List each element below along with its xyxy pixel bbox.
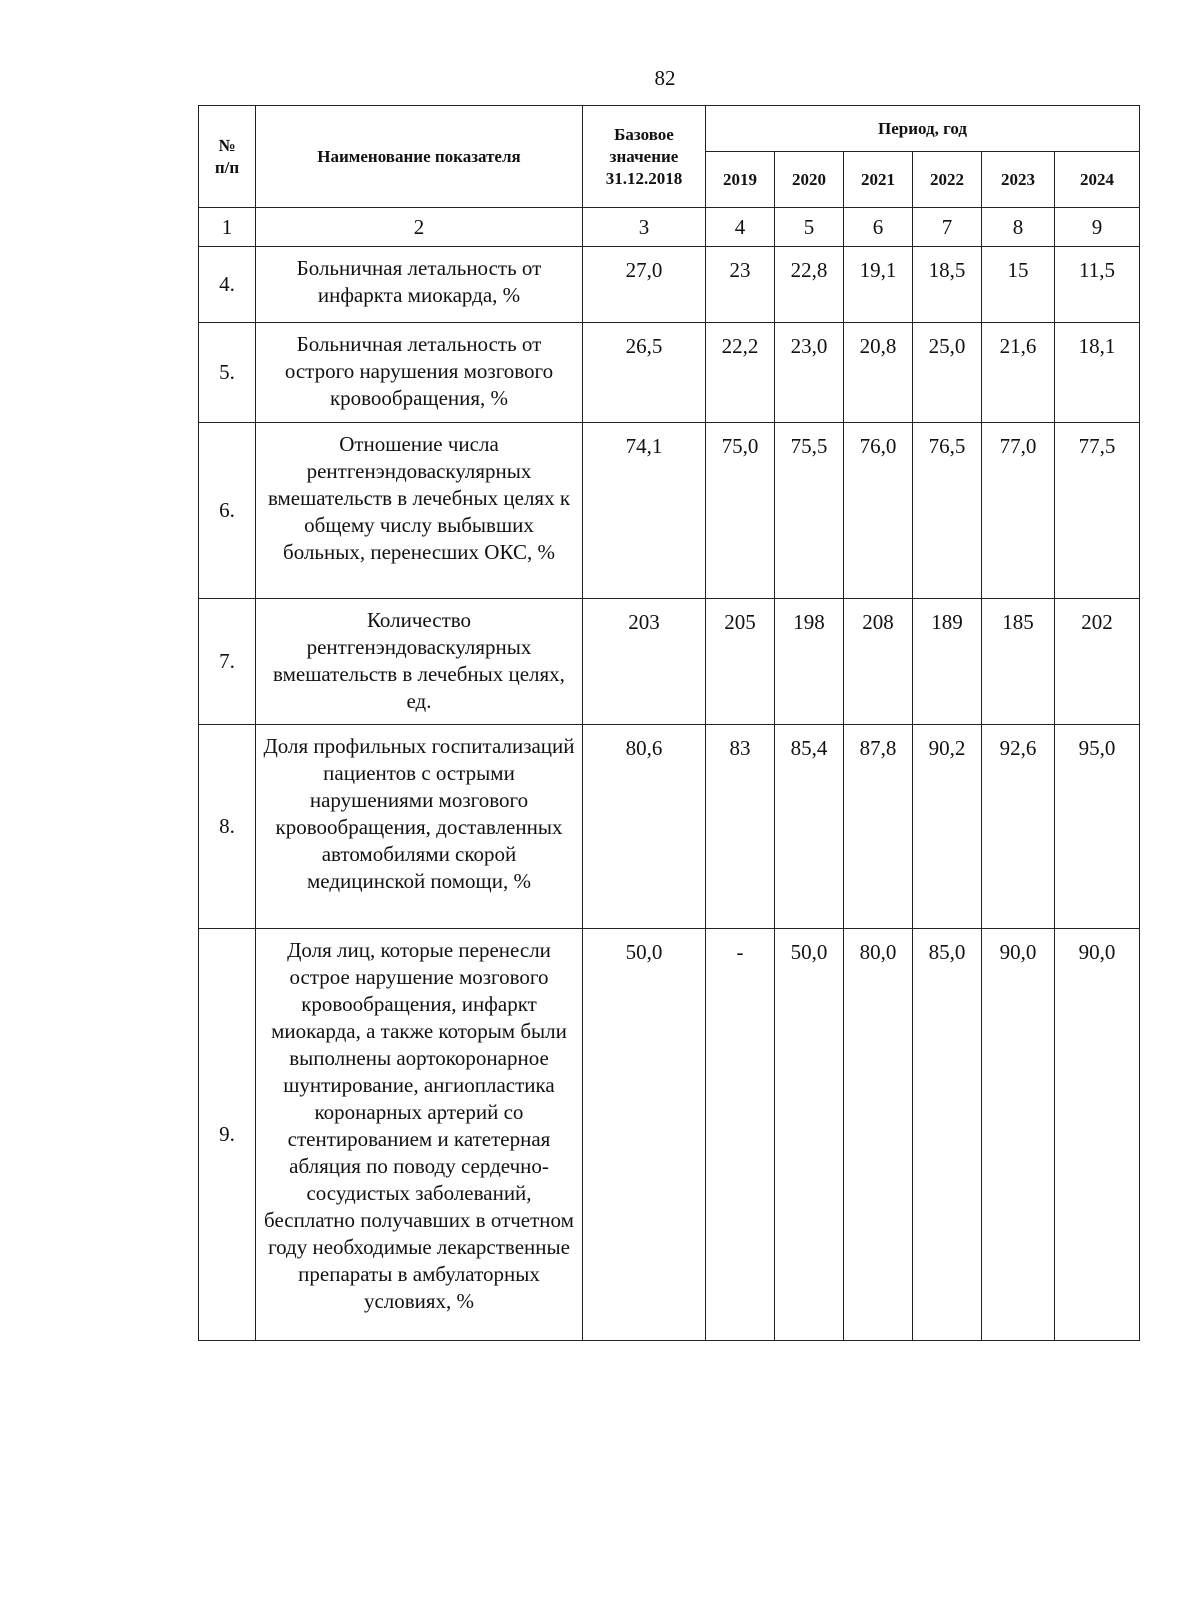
header-year-2023: 2023 (982, 152, 1055, 208)
value-2024: 77,5 (1055, 423, 1140, 599)
value-2024: 90,0 (1055, 929, 1140, 1341)
value-2023: 90,0 (982, 929, 1055, 1341)
table-row (199, 929, 1140, 1341)
indicator-name: Доля профильных госпитализаций пациентов с острыми нарушениями мозгового кровообращения, доставленных автомобилями скорой медицинской помощи, % (256, 725, 583, 929)
column-index-8: 8 (982, 208, 1055, 247)
indicator-name: Больничная летальность от острого нарушения мозгового кровообращения, % (256, 323, 583, 423)
header-year-2024: 2024 (1055, 152, 1140, 208)
column-index-6: 6 (844, 208, 913, 247)
row-number: 9. (199, 929, 256, 1341)
value-2020: 75,5 (775, 423, 844, 599)
base-value: 27,0 (583, 247, 706, 323)
header-period: Период, год (706, 106, 1140, 152)
indicator-name: Отношение числа рентгенэндоваскулярных вмешательств в лечебных целях к общему числу выбывших больных, перенесших ОКС, % (256, 423, 583, 599)
value-2020: 22,8 (775, 247, 844, 323)
column-index-1: 1 (199, 208, 256, 247)
value-2020: 23,0 (775, 323, 844, 423)
indicator-name: Доля лиц, которые перенесли острое нарушение мозгового кровообращения, инфаркт миокарда, а также которым были выполнены аортокоронарное шунтирование, ангиопластика коронарных артерий со стентированием и катетерная абляция по поводу сердечно-сосудистых заболеваний, бесплатно получавших в отчетном году необходимые лекарственные препараты в амбулаторных условиях, % (256, 929, 583, 1341)
value-2019: 75,0 (706, 423, 775, 599)
value-2019: 23 (706, 247, 775, 323)
value-2023: 185 (982, 599, 1055, 725)
column-index-4: 4 (706, 208, 775, 247)
header-year-2022: 2022 (913, 152, 982, 208)
value-2021: 208 (844, 599, 913, 725)
value-2023: 77,0 (982, 423, 1055, 599)
value-2019: 22,2 (706, 323, 775, 423)
value-2019: 205 (706, 599, 775, 725)
header-base: Базовое значение 31.12.2018 (583, 106, 706, 208)
value-2020: 50,0 (775, 929, 844, 1341)
value-2019: - (706, 929, 775, 1341)
value-2020: 198 (775, 599, 844, 725)
value-2023: 15 (982, 247, 1055, 323)
value-2021: 19,1 (844, 247, 913, 323)
base-value: 80,6 (583, 725, 706, 929)
value-2021: 76,0 (844, 423, 913, 599)
table-row (199, 423, 1140, 599)
row-number: 6. (199, 423, 256, 599)
value-2023: 21,6 (982, 323, 1055, 423)
header-num: № п/п (199, 106, 256, 208)
value-2021: 87,8 (844, 725, 913, 929)
value-2022: 85,0 (913, 929, 982, 1341)
base-value: 26,5 (583, 323, 706, 423)
header-row-top (199, 106, 1140, 152)
header-year-2020: 2020 (775, 152, 844, 208)
column-index-2: 2 (256, 208, 583, 247)
index-row (199, 208, 1140, 247)
base-value: 74,1 (583, 423, 706, 599)
value-2024: 11,5 (1055, 247, 1140, 323)
value-2022: 76,5 (913, 423, 982, 599)
value-2020: 85,4 (775, 725, 844, 929)
indicator-name: Больничная летальность от инфаркта миокарда, % (256, 247, 583, 323)
column-index-3: 3 (583, 208, 706, 247)
value-2021: 20,8 (844, 323, 913, 423)
table-row (199, 323, 1140, 423)
table-row (199, 247, 1140, 323)
column-index-5: 5 (775, 208, 844, 247)
value-2023: 92,6 (982, 725, 1055, 929)
value-2019: 83 (706, 725, 775, 929)
header-year-2019: 2019 (706, 152, 775, 208)
row-number: 7. (199, 599, 256, 725)
table-row (199, 599, 1140, 725)
row-number: 8. (199, 725, 256, 929)
indicator-name: Количество рентгенэндоваскулярных вмешательств в лечебных целях, ед. (256, 599, 583, 725)
value-2021: 80,0 (844, 929, 913, 1341)
page-number: 82 (654, 66, 676, 90)
column-index-9: 9 (1055, 208, 1140, 247)
value-2024: 18,1 (1055, 323, 1140, 423)
header-name: Наименование показателя (256, 106, 583, 208)
value-2022: 90,2 (913, 725, 982, 929)
base-value: 203 (583, 599, 706, 725)
value-2022: 18,5 (913, 247, 982, 323)
row-number: 4. (199, 247, 256, 323)
value-2024: 95,0 (1055, 725, 1140, 929)
value-2022: 189 (913, 599, 982, 725)
column-index-7: 7 (913, 208, 982, 247)
value-2024: 202 (1055, 599, 1140, 725)
table-row (199, 725, 1140, 929)
header-year-2021: 2021 (844, 152, 913, 208)
row-number: 5. (199, 323, 256, 423)
indicators-table (198, 105, 1140, 1341)
value-2022: 25,0 (913, 323, 982, 423)
base-value: 50,0 (583, 929, 706, 1341)
